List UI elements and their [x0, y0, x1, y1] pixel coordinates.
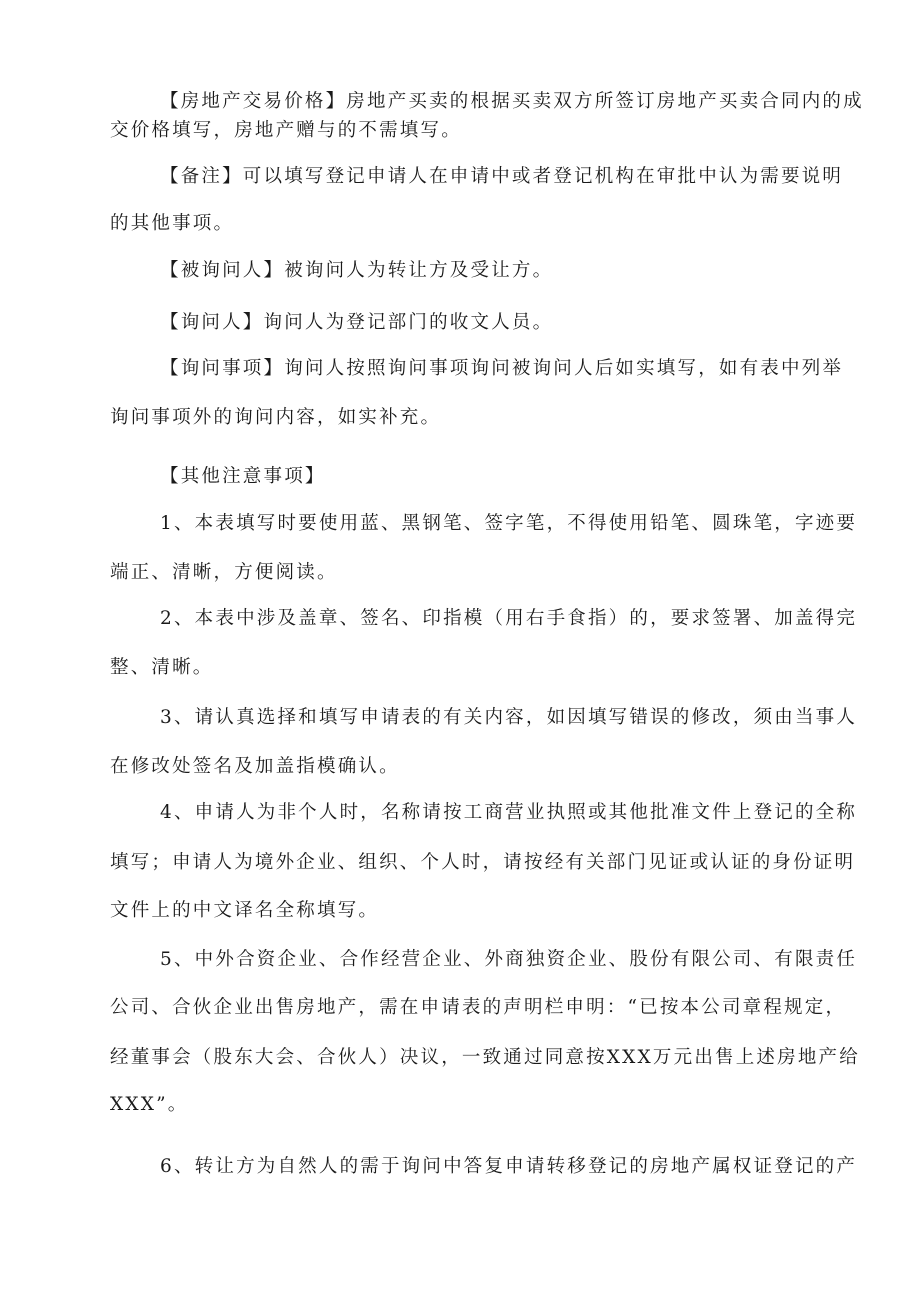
paragraph-inquiry-items-line-1: 【询问事项】询问人按照询问事项询问被询问人后如实填写，如有表中列举: [160, 358, 844, 379]
note-2-line-1: 2、本表中涉及盖章、签名、印指模（用右手食指）的，要求签署、加盖得完: [160, 608, 858, 629]
note-1-line-2: 端正、清晰，方便阅读。: [110, 562, 338, 583]
note-3-line-1: 3、请认真选择和填写申请表的有关内容，如因填写错误的修改，须由当事人: [160, 707, 858, 728]
paragraph-interviewer: 【询问人】询问人为登记部门的收文人员。: [160, 312, 554, 333]
paragraph-remarks-line-2: 的其他事项。: [110, 213, 235, 234]
paragraph-transaction-price-line-1: 【房地产交易价格】房地产买卖的根据买卖双方所签订房地产买卖合同内的成: [160, 91, 864, 112]
note-5-line-4: XXX”。: [110, 1094, 189, 1115]
section-heading-other-notes: 【其他注意事项】: [160, 466, 326, 487]
note-5-line-1: 5、中外合资企业、合作经营企业、外商独资企业、股份有限公司、有限责任: [160, 949, 858, 970]
paragraph-inquiry-items-line-2: 询问事项外的询问内容，如实补充。: [110, 407, 442, 428]
note-1-line-1: 1、本表填写时要使用蓝、黑钢笔、签字笔，不得使用铅笔、圆珠笔，字迹要: [160, 513, 858, 534]
paragraph-interviewee: 【被询问人】被询问人为转让方及受让方。: [160, 260, 554, 281]
note-4-line-3: 文件上的中文译名全称填写。: [110, 900, 380, 921]
paragraph-remarks-line-1: 【备注】可以填写登记申请人在申请中或者登记机构在审批中认为需要说明: [160, 166, 844, 187]
note-6-line-1: 6、转让方为自然人的需于询问中答复申请转移登记的房地产属权证登记的产: [160, 1156, 858, 1177]
note-5-line-3: 经董事会（股东大会、合伙人）决议，一致通过同意按XXX万元出售上述房地产给: [110, 1047, 860, 1068]
note-4-line-2: 填写；申请人为境外企业、组织、个人时，请按经有关部门见证或认证的身份证明: [110, 852, 856, 873]
note-5-line-2: 公司、合伙企业出售房地产，需在申请表的声明栏申明：“已按本公司章程规定，: [110, 997, 847, 1018]
paragraph-transaction-price-line-2: 交价格填写，房地产赠与的不需填写。: [110, 120, 462, 141]
note-4-line-1: 4、申请人为非个人时，名称请按工商营业执照或其他批准文件上登记的全称: [160, 802, 858, 823]
note-3-line-2: 在修改处签名及加盖指模确认。: [110, 756, 400, 777]
note-2-line-2: 整、清晰。: [110, 657, 214, 678]
